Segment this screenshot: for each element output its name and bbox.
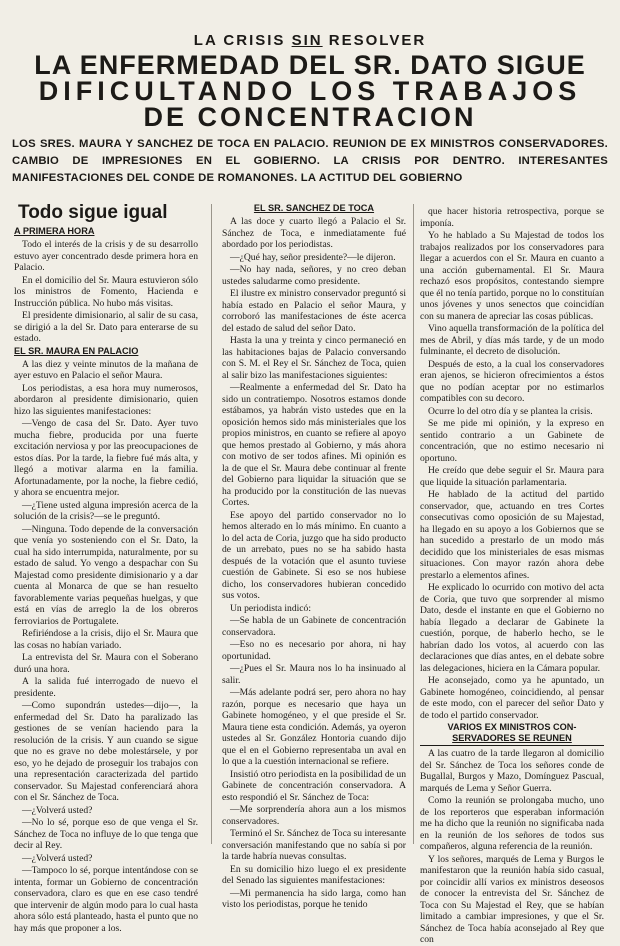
article-column-3 [420,206,604,945]
paragraph: Se me pide mi opinión, y la expreso en sentido contrario a un Gabinete de concentración, que no estimo necesario ni oportuno. [420,418,604,464]
subheading: EL SR. MAURA EN PALACIO [14,345,139,356]
paragraph: He hablado de la actitud del partido conservador, que, actuando en tres Cortes consecutivas como oposición de su Majestad, ha llegado en su apoyo a los Gobiernos que se han sucedido a prestarlo de un modo más decidido que los ministeriales de esas mismas situaciones. Con mayor razón ahora debe prestarlo a elementos afines. [420,489,604,581]
paragraph: —¿Volverá usted? [22,852,93,864]
headline-line-2: DIFICULTANDO LOS TRABAJOS [38,76,582,106]
paragraph: Los periodistas, a esa hora muy numerosos, abordaron al presidente dimisionario, quien hizo las siguientes manifestaciones: [14,382,198,417]
subheading-line-2: SERVADORES SE REUNEN [452,733,572,743]
paragraph: La entrevista del Sr. Maura con el Soberano duró una hora. [14,652,198,675]
paragraph: He explicado lo ocurrido con motivo del acta de Coria, que tuvo que sorprender al mismo Dato, desde el instante en que el Gobierno no había llegado a declarar de Gabinete la cuestión, porque, de haberlo hecho, se le habrían dado los votos, al acuerdo con las declaraciones que días antes, en el debate sobre las delegaciones, hiciera en la Cámara popular. [420,582,604,674]
paragraph: —¿Pues el Sr. Maura nos lo ha insinuado al salir. [222,663,406,686]
paragraph: He aconsejado, como ya he apuntado, un Gabinete homogéneo, coincidiendo, al pensar de este modo, con el parecer del señor Dato y de todo el partido conservador. [420,675,604,721]
paragraph: Hasta la una y treinta y cinco permaneció en las habitaciones bajas de Palacio conversando con S. M. el Rey el Sr. Sánchez de Toca, quien al salir bizo las manifestaciones siguientes: [222,335,406,381]
paragraph: Vino aquella transformación de la política del mes de Abril, y días más tarde, y de un modo fulminante, el decreto de disolución. [420,323,604,357]
paragraph: —Eso no es necesario por ahora, ni hay oportunidad. [222,639,406,662]
kicker-post: RESOLVER [322,32,427,49]
paragraph: que hacer historia retrospectiva, porque se imponía. [420,206,604,229]
paragraph: —Tampoco lo sé, porque intentándose con se intenta, formar un Gobierno de concentración conservadora, claro es que en ese caso tendré que intervenir de algún modo para lo cual hasta ahora sólo está planteado, hasta el punto que no hay más que proponer a los. [14,865,198,934]
paragraph: —Realmente a enfermedad del Sr. Dato ha sido un contratiempo. Nosotros estamos donde estábamos, ya habrán visto ustedes que en la oposición hemos sido más ministeriales que los propios ministros, en cuanto se refiere al apoyo que hemos prestado al Gobierno, y más ahora con motivo de ser todos afines. Mi opinión es la de que el Sr. Maura debe continuar al frente del Gobierno para liquidar la situación que se ha producido por la constitución de las nuevas Cortes. [222,382,406,508]
paragraph: —No lo sé, porque eso de que venga el Sr. Sánchez de Toca no influye de lo que tenga que decir al Rey. [14,817,198,851]
subheading: A PRIMERA HORA [14,226,95,236]
article-column-1 [14,200,198,934]
paragraph: A la salida fué interrogado de nuevo el presidente. [14,676,198,699]
paragraph: —¿Qué hay, señor presidente?—le dijeron. [230,251,396,263]
paragraph: En su domicilio hizo luego el ex presidente del Senado las siguientes manifestaciones: [222,863,406,886]
paragraph: —Me sorprendería ahora aun a los mismos conservadores. [222,804,406,827]
paragraph: Ocurre lo del otro día y se plantea la crisis. [428,405,593,417]
paragraph: —¿Volverá usted? [22,804,93,816]
paragraph: Terminó el Sr. Sánchez de Toca su interesante conversación manifestando que no sabía si por la tarde habría nuevas consultas. [222,828,406,862]
paragraph: Y los señores, marqués de Lema y Burgos le manifestaron que la reunión había sido casual, por coincidir allí varios ex ministros deseosos de conocer la entrevista del Sr. Sánchez de Toca con Su Majestad el Rey, que se habían limitado a cambiar impresiones, y que el Sr. Sánchez de Toca había aconsejado al Rey que con [420,853,604,945]
kicker-pre: LA CRISIS [193,32,292,49]
paragraph: —Como supondrán ustedes—dijo—, la enfermedad del Sr. Dato ha paralizado las gestiones de se venían haciendo para la resolución de la crisis. Y aun cuando se sigue que no es grave no debe molestársele, y por eso, yo he dejado de proseguir los trabajos con una representación caracterizada del partido conservador. Su Majestad conferenciará ahora con el Sr. Sánchez de Toca. [14,700,198,803]
summary-deck: LOS SRES. MAURA Y SANCHEZ DE TOCA EN PALACIO. REUNION DE EX MINISTROS CONSERVADORES. CAMBIO DE IMPRESIONES EN EL GOBIERNO. LA CRISIS POR DENTRO. INTERESANTES MANIFESTACIONES DEL CONDE DE ROMANONES. LA ACTITUD DEL GOBIERNO [12,138,608,184]
paragraph: —Ninguna. Todo depende de la conversación que venía yo sosteniendo con el Sr. Dato, la cual ha sido interrumpida, naturalmente, por su estado de salud. Yo vengo a despachar con Su Majestad como presidente dimisionario y a dar cuenta al Monarca de que se han resuelto favorablemente varias pequeñas huelgas, y que está en vías de arreglo la de los obreros ferroviarios de Portugalete. [14,523,198,627]
paragraph: El ilustre ex ministro conservador preguntó si había estado en Palacio el señor Maura, y corroboró las manifestaciones de éste acerca del estado de salud del señor Dato. [222,288,406,334]
article-column-2 [222,202,406,910]
headline-line-1: LA ENFERMEDAD DEL SR. DATO SIGUE [34,50,586,80]
column-rule [413,204,414,844]
subheading: EL SR. SANCHEZ DE TOCA [253,203,375,213]
paragraph: Un periodista indicó: [230,602,311,614]
paragraph: Como la reunión se prolongaba mucho, uno de los reporteros que esperaban información me ha dicho que la reunión no significaba nada en la reunión de los señores de todos sus compañeros, alguna referencia de la reunión. [420,795,604,852]
paragraph: —Vengo de casa del Sr. Dato. Ayer tuvo mucha fiebre, producida por una fuerte excitación nerviosa y por las preocupaciones de estos días. Por la tarde, la fiebre fué más alta, y llegó a motivar alarma en la familia. Afortunadamente, por la noche, la fiebre cedió, y ahora se encuentra mejor. [14,418,198,498]
subheading-line-1: VARIOS EX MINISTROS CON- [447,722,577,732]
paragraph: Ese apoyo del partido conservador no lo hemos alterado en lo más mínimo. En cuanto a lo del acta de Coria, juzgo que ha sido producto de un arrebato, pues no se ha sabido hasta después de la votación que el asunto tuviese cuestión de Gabinete. Si eso se nos hubiese dicho, los conservadores hubieran concedido sus votos. [222,509,406,601]
paragraph: Después de esto, a la cual los conservadores eran ajenos, se hicieron ofrecimientos a éstos que no podían aceptar por no estimarlos compatibles con su decoro. [420,358,604,404]
headline-line-3: DE CONCENTRACION [143,102,477,132]
section-title: Todo sigue igual [18,202,168,223]
paragraph: A las doce y cuarto llegó a Palacio el Sr. Sánchez de Toca, e inmediatamente fué abordado por los periodistas. [222,216,406,250]
subheading-box [420,722,604,746]
paragraph: Refiriéndose a la crisis, dijo el Sr. Maura que las cosas no habían variado. [14,628,198,651]
paragraph: Insistió otro periodista en la posibilidad de un Gabinete de concentración conservadora. A esto respondió el Sr. Sánchez de Toca: [222,768,406,803]
paragraph: —Más adelante podrá ser, pero ahora no hay razón, porque es necesario que haya un Gabinete homogéneo, y el que preside el Sr. Maura tiene esta condición. Además, ya oyeron ustedes al Sr. González Hontoria cuando dijo que el en el Gobierno representaba un aval en lo que a la cuestión internacional se refiere. [222,687,406,767]
paragraph: He creído que debe seguir el Sr. Maura para que liquide la situación parlamentaria. [420,465,604,488]
paragraph: —Se habla de un Gabinete de concentración conservadora. [222,615,406,638]
paragraph: A las diez y veinte minutos de la mañana de ayer estuvo en Palacio el señor Maura. [14,358,198,381]
kicker-headline [0,32,620,49]
paragraph: Yo he hablado a Su Majestad de todos los trabajos realizados por los conservadores para llegar a acuerdos con el Sr. Maura en cuanto a una acción gubernamental. El Sr. Maura rechazó esos propósitos, contestando siempre que él no tenía partido, porque no lo constituían unos jóvenes y unos senectos que coincidían con su manera de apreciar las cosas públicas. [420,230,604,322]
paragraph: Todo el interés de la crisis y de su desarrollo estuvo ayer concentrado desde primera hora en Palacio. [14,239,198,273]
column-rule [211,204,212,844]
paragraph: En el domicilio del Sr. Maura estuvieron sólo los ministros de Fomento, Hacienda e Instrucción pública. No hubo más visitas. [14,274,198,309]
main-headline [10,52,610,130]
paragraph: El presidente dimisionario, al salir de su casa, se dirigió a la del Sr. Dato para enterarse de su estado. [14,310,198,344]
kicker-emph: SIN [291,32,323,49]
paragraph: —Mi permanencia ha sido larga, como han visto los periodistas, porque he tenido [222,887,406,910]
paragraph: —No hay nada, señores, y no creo deban ustedes saludarme como presidente. [222,264,406,287]
paragraph: —¿Tiene usted alguna impresión acerca de la solución de la crisis?—se le preguntó. [14,499,198,522]
paragraph: A las cuatro de la tarde llegaron al domicilio del Sr. Sánchez de Toca los señores conde de Bugallal, Burgos y Mazo, Domínguez Pascual, marqués de Lema y Señor Guerra. [420,748,604,794]
